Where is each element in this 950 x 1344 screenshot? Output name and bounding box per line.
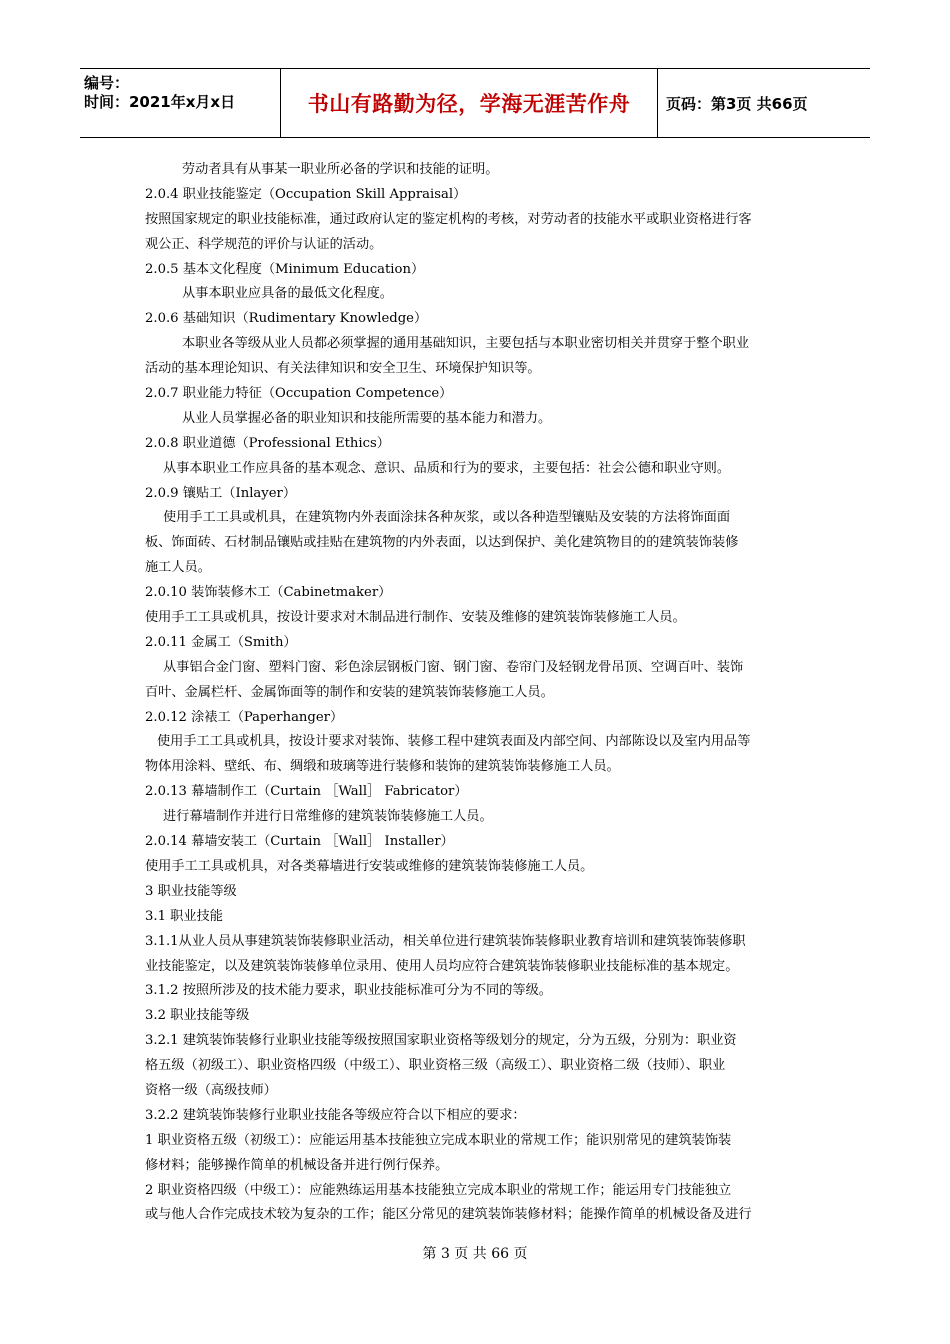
text-line: 从业人员掌握必备的职业知识和技能所需要的基本能力和潜力。 — [182, 410, 552, 426]
text-line: 按照国家规定的职业技能标准，通过政府认定的鉴定机构的考核，对劳动者的技能水平或职业资格进行客 — [145, 211, 752, 227]
text-line: 2.0.9 镶贴工（Inlayer） — [145, 485, 297, 501]
text-line: 3.1.2 按照所涉及的技术能力要求，职业技能标准可分为不同的等级。 — [145, 983, 552, 999]
page-footer: 第 3 页 共 66 页 — [422, 1246, 528, 1262]
text-line: 2.0.6 基础知识（Rudimentary Knowledge） — [145, 311, 428, 327]
text-line: 2.0.4 职业技能鉴定（Occupation Skill Appraisal） — [145, 186, 467, 202]
text-line: 2.0.14 幕墙安装工（Curtain ［Wall］ Installer） — [145, 834, 454, 850]
header-motto-cell — [281, 69, 658, 137]
text-line: 使用手工工具或机具，按设计要求对装饰、装修工程中建筑表面及内部空间、内部陈设以及室内用品等 — [157, 734, 751, 750]
text-line: 3.1 职业技能 — [145, 908, 223, 924]
text-line: 格五级（初级工）、职业资格四级（中级工）、职业资格三级（高级工）、职业资格二级（技师）、职业 — [145, 1058, 726, 1074]
serial-number-label: 编号： — [84, 74, 130, 92]
document-body — [145, 158, 811, 1228]
text-line: 修材料；能够操作简单的机械设备并进行例行保养。 — [145, 1157, 449, 1173]
text-line: 板、饰面砖、石材制品镶贴或挂贴在建筑物的内外表面，以达到保护、美化建筑物目的的建筑装饰装修 — [145, 535, 739, 551]
text-line: 劳动者具有从事某一职业所必备的学识和技能的证明。 — [182, 162, 499, 177]
text-line: 2.0.10 装饰装修木工（Cabinetmaker） — [145, 585, 392, 601]
text-line: 从事本职业工作应具备的基本观念、意识、品质和行为的要求，主要包括：社会公德和职业守则。 — [163, 460, 731, 476]
text-line: 或与他人合作完成技术较为复杂的工作；能区分常见的建筑装饰装修材料；能操作简单的机械设备及进行 — [145, 1207, 752, 1223]
date-label: 时间：2021年x月x日 — [84, 93, 236, 111]
text-line: 物体用涂料、壁纸、布、绸缎和玻璃等进行装修和装饰的建筑装饰装修施工人员。 — [145, 759, 620, 775]
text-line: 使用手工工具或机具，对各类幕墙进行安装或维修的建筑装饰装修施工人员。 — [145, 858, 594, 874]
text-line: 2.0.12 涂裱工（Paperhanger） — [145, 709, 344, 725]
text-line: 1 职业资格五级（初级工）：应能运用基本技能独立完成本职业的常规工作；能识别常见的建筑装饰装 — [145, 1132, 732, 1148]
text-line: 使用手工工具或机具，按设计要求对木制品进行制作、安装及维修的建筑装饰装修施工人员。 — [145, 610, 686, 626]
text-line: 3.2.1 建筑装饰装修行业职业技能等级按照国家职业资格等级划分的规定，分为五级，分别为：职业资 — [145, 1033, 737, 1049]
text-line: 3.2 职业技能等级 — [145, 1008, 250, 1024]
text-line: 从事本职业应具备的最低文化程度。 — [182, 286, 393, 302]
text-line: 2.0.5 基本文化程度（Minimum Education） — [145, 261, 425, 277]
text-line: 本职业各等级从业人员都必须掌握的通用基础知识，主要包括与本职业密切相关并贯穿于整个职业 — [182, 336, 750, 352]
text-line: 2.0.11 金属工（Smith） — [145, 634, 297, 650]
header-meta-cell — [80, 69, 281, 137]
text-line: 活动的基本理论知识、有关法律知识和安全卫生、环境保护知识等。 — [145, 361, 541, 377]
text-line: 3.1.1从业人员从事建筑装饰装修职业活动，相关单位进行建筑装饰装修职业教育培训和建筑装饰装修职 — [145, 933, 746, 949]
text-line: 2.0.7 职业能力特征（Occupation Competence） — [145, 386, 453, 402]
text-line: 3.2.2 建筑装饰装修行业职业技能各等级应符合以下相应的要求： — [145, 1107, 526, 1123]
header-page-info: 页码：第3页 共66页 — [666, 94, 808, 113]
text-line: 百叶、金属栏杆、金属饰面等的制作和安装的建筑装饰装修施工人员。 — [145, 684, 554, 700]
text-line: 3 职业技能等级 — [145, 883, 237, 899]
text-line: 2.0.8 职业道德（Professional Ethics） — [145, 435, 390, 451]
text-line: 施工人员。 — [145, 560, 211, 576]
motto-text: 书山有路勤为径，学海无涯苦作舟 — [307, 92, 631, 116]
text-line: 资格一级（高级技师） — [145, 1082, 277, 1098]
text-line: 2 职业资格四级（中级工）：应能熟练运用基本技能独立完成本职业的常规工作；能运用专门技能独立 — [145, 1182, 732, 1198]
text-line: 使用手工工具或机具，在建筑物内外表面涂抹各种灰浆，或以各种造型镶贴及安装的方法将饰面面 — [163, 510, 731, 526]
text-line: 2.0.13 幕墙制作工（Curtain ［Wall］ Fabricator） — [145, 784, 468, 800]
text-line: 进行幕墙制作并进行日常维修的建筑装饰装修施工人员。 — [163, 809, 493, 825]
text-line: 观公正、科学规范的评价与认证的活动。 — [145, 236, 383, 252]
page-header — [80, 68, 870, 138]
text-line: 业技能鉴定，以及建筑装饰装修单位录用、使用人员均应符合建筑装饰装修职业技能标准的基本规定。 — [145, 958, 739, 974]
text-line: 从事铝合金门窗、塑料门窗、彩色涂层钢板门窗、钢门窗、卷帘门及轻钢龙骨吊顶、空调百叶、装饰 — [163, 659, 744, 675]
